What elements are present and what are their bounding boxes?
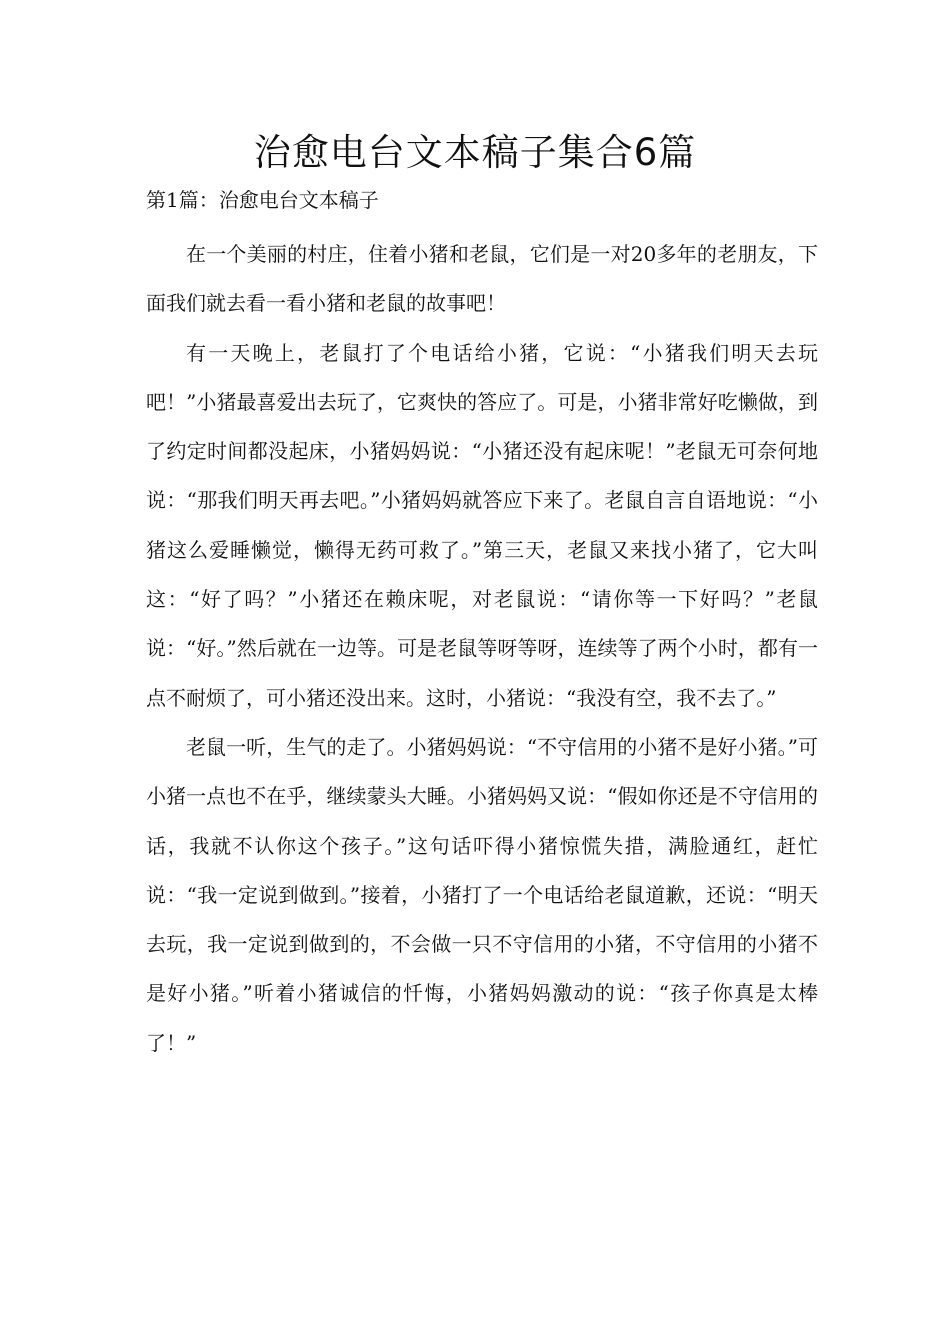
section-heading: 第1篇：治愈电台文本稿子 [146,188,379,212]
document-title: 治愈电台文本稿子集合6篇 [253,131,697,174]
paragraph-1: 在一个美丽的村庄，住着小猪和老鼠，它们是一对20多年的老朋友，下面我们就去看一看小猪和老鼠的故事吧！ [146,242,818,316]
paragraph-3: 老鼠一听，生气的走了。小猪妈妈说：“不守信用的小猪不是好小猪。”可小猪一点也不在乎，继续蒙头大睡。小猪妈妈又说：“假如你还是不守信用的话，我就不认你这个孩子。”这句话吓得小猪惊慌失措，满脸通红，赶忙说：“我一定说到做到。”接着，小猪打了一个电话给老鼠道歉，还说：“明天去玩，我一定说到做到的，不会做一只不守信用的小猪，不守信用的小猪不是好小猪。”听着小猪诚信的忏悔，小猪妈妈激动的说：“孩子你真是太棒了！” [146,734,818,1055]
paragraph-2: 有一天晚上，老鼠打了个电话给小猪，它说：“小猪我们明天去玩吧！”小猪最喜爱出去玩了，它爽快的答应了。可是，小猪非常好吃懒做，到了约定时间都没起床，小猪妈妈说：“小猪还没有起床呢！”老鼠无可奈何地说：“那我们明天再去吧。”小猪妈妈就答应下来了。老鼠自言自语地说：“小猪这么爱睡懒觉，懒得无药可救了。”第三天，老鼠又来找小猪了，它大叫这：“好了吗？”小猪还在赖床呢，对老鼠说：“请你等一下好吗？”老鼠说：“好。”然后就在一边等。可是老鼠等呀等呀，连续等了两个小时，都有一点不耐烦了，可小猪还没出来。这时，小猪说：“我没有空，我不去了。” [146,340,818,710]
document-body [146,230,818,1068]
